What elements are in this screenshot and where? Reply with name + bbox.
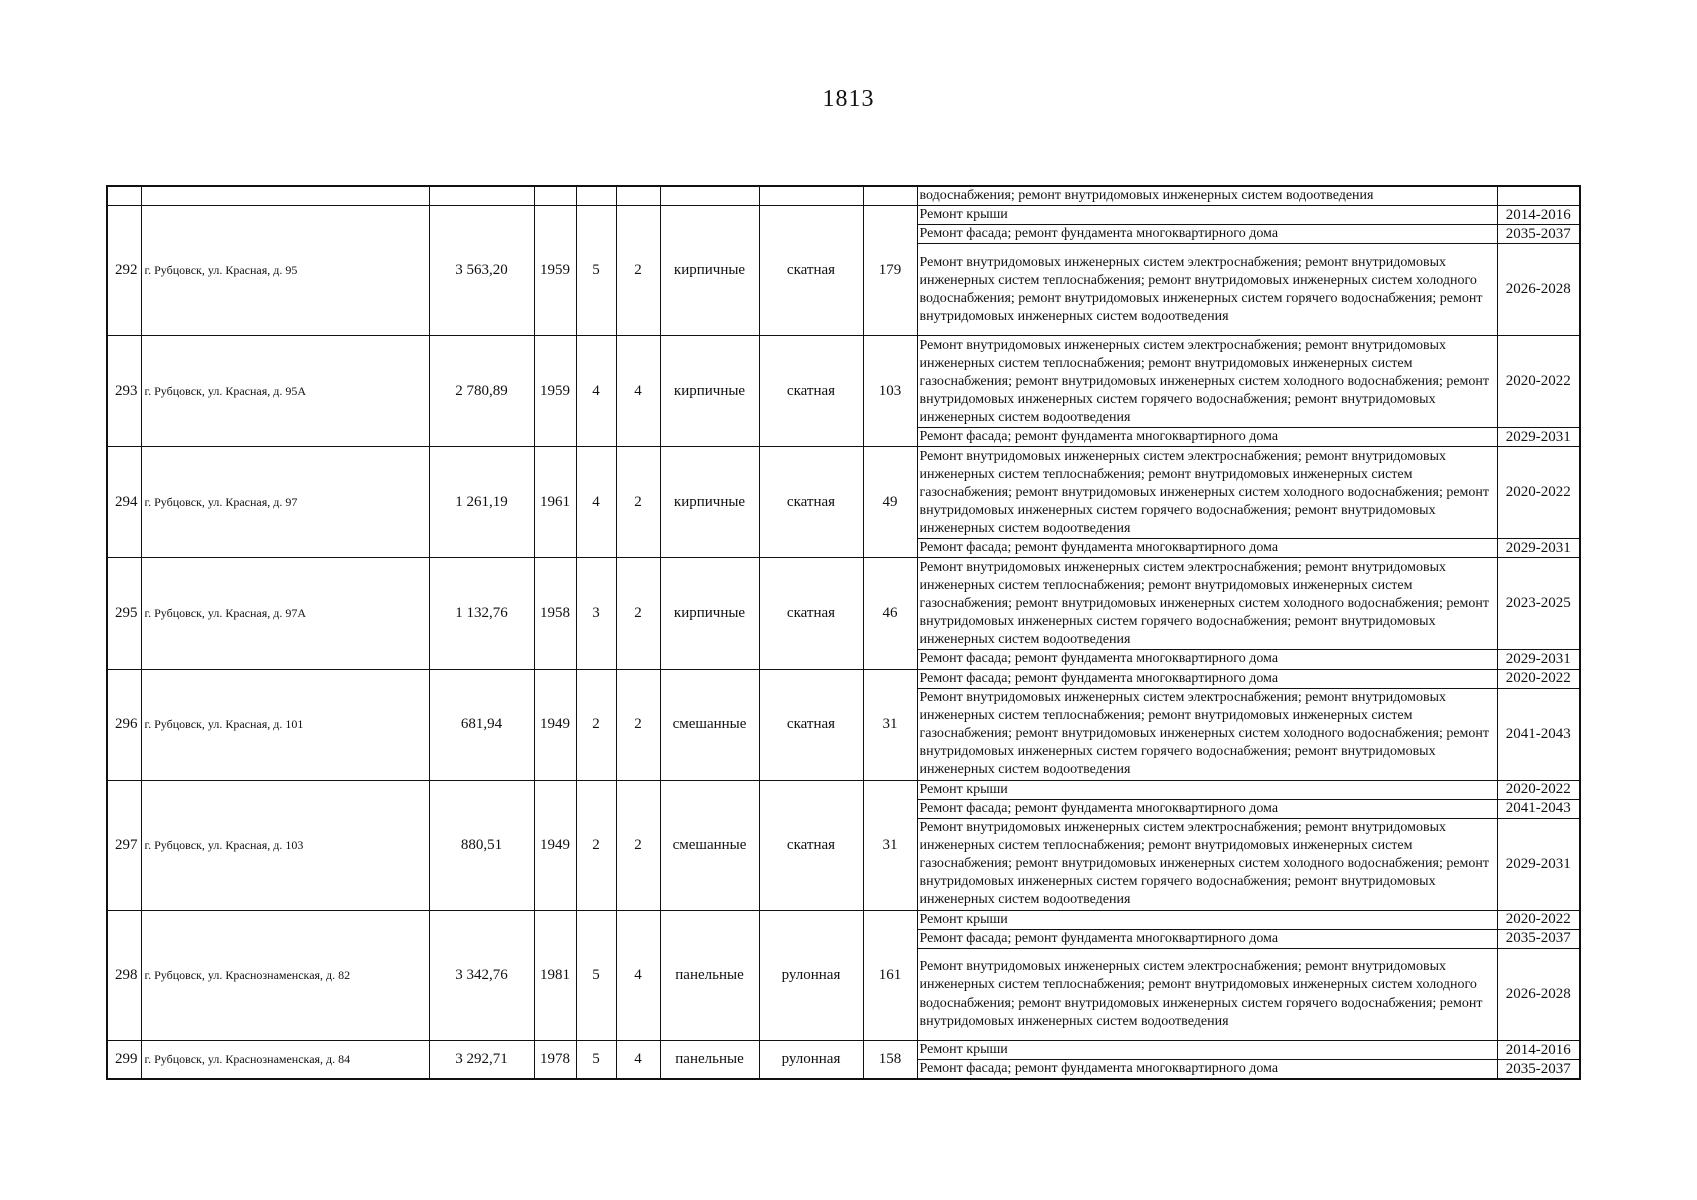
year-built-cell: 1959 — [534, 336, 576, 447]
row-number-cell: 297 — [107, 780, 141, 910]
year-built-cell: 1978 — [534, 1041, 576, 1080]
work-type-cell: Ремонт фасада; ремонт фундамента многоквартирного дома — [917, 225, 1497, 244]
empty-cell — [534, 186, 576, 206]
continuation-row — [107, 186, 1580, 206]
address-cell: г. Рубцовск, ул. Красная, д. 97 — [141, 447, 429, 558]
total-area-cell: 2 780,89 — [429, 336, 534, 447]
wall-material-cell: кирпичные — [660, 558, 759, 669]
work-type-cell: Ремонт фасада; ремонт фундамента многоквартирного дома — [917, 1060, 1497, 1080]
empty-cell — [429, 186, 534, 206]
work-type-cell: Ремонт внутридомовых инженерных систем электроснабжения; ремонт внутридомовых инженерных систем теплоснабжения; ремонт внутридомовых инженерных систем холодного водоснабжения; ремонт внутридомовых инженерных систем горячего водоснабжения; ремонт внутридомовых инженерных систем водоотведения — [917, 244, 1497, 336]
row-number-cell: 292 — [107, 206, 141, 336]
table-row — [107, 447, 1580, 539]
residents-cell: 49 — [863, 447, 917, 558]
year-built-cell: 1949 — [534, 669, 576, 780]
period-cell: 2026-2028 — [1497, 244, 1580, 336]
residents-cell: 158 — [863, 1041, 917, 1080]
empty-cell — [576, 186, 616, 206]
table-row — [107, 558, 1580, 650]
row-number-cell: 298 — [107, 910, 141, 1040]
residents-cell: 31 — [863, 669, 917, 780]
empty-cell — [107, 186, 141, 206]
period-cell — [1497, 186, 1580, 206]
work-type-cell: Ремонт крыши — [917, 1041, 1497, 1060]
work-type-cell: Ремонт крыши — [917, 910, 1497, 929]
roof-type-cell: рулонная — [759, 1041, 863, 1080]
floors-cell: 5 — [576, 910, 616, 1040]
empty-cell — [616, 186, 660, 206]
year-built-cell: 1959 — [534, 206, 576, 336]
page-number: 1813 — [822, 86, 875, 112]
wall-material-cell: кирпичные — [660, 336, 759, 447]
residents-cell: 46 — [863, 558, 917, 669]
floors-cell: 2 — [576, 669, 616, 780]
entrances-cell: 2 — [616, 447, 660, 558]
year-built-cell: 1958 — [534, 558, 576, 669]
entrances-cell: 2 — [616, 780, 660, 910]
period-cell: 2023-2025 — [1497, 558, 1580, 650]
wall-material-cell: смешанные — [660, 669, 759, 780]
table-row — [107, 336, 1580, 428]
empty-cell — [141, 186, 429, 206]
work-type-cell: Ремонт внутридомовых инженерных систем электроснабжения; ремонт внутридомовых инженерных систем теплоснабжения; ремонт внутридомовых инженерных систем газоснабжения; ремонт внутридомовых инженерных систем холодного водоснабжения; ремонт внутридомовых инженерных систем горячего водоснабжения; ремонт внутридомовых инженерных систем водоотведения — [917, 688, 1497, 780]
address-cell: г. Рубцовск, ул. Краснознаменская, д. 84 — [141, 1041, 429, 1080]
work-type-cell: Ремонт фасада; ремонт фундамента многоквартирного дома — [917, 669, 1497, 688]
address-cell: г. Рубцовск, ул. Красная, д. 101 — [141, 669, 429, 780]
address-cell: г. Рубцовск, ул. Красная, д. 95 — [141, 206, 429, 336]
empty-cell — [660, 186, 759, 206]
row-number-cell: 293 — [107, 336, 141, 447]
period-cell: 2014-2016 — [1497, 206, 1580, 225]
work-type-cell: Ремонт фасада; ремонт фундамента многоквартирного дома — [917, 539, 1497, 558]
table-row — [107, 206, 1580, 225]
year-built-cell: 1949 — [534, 780, 576, 910]
address-cell: г. Рубцовск, ул. Красная, д. 95А — [141, 336, 429, 447]
total-area-cell: 681,94 — [429, 669, 534, 780]
work-type-cell: Ремонт фасада; ремонт фундамента многоквартирного дома — [917, 650, 1497, 669]
total-area-cell: 3 563,20 — [429, 206, 534, 336]
roof-type-cell: скатная — [759, 447, 863, 558]
floors-cell: 4 — [576, 336, 616, 447]
entrances-cell: 4 — [616, 1041, 660, 1080]
floors-cell: 5 — [576, 206, 616, 336]
year-built-cell: 1981 — [534, 910, 576, 1040]
residents-cell: 103 — [863, 336, 917, 447]
period-cell: 2035-2037 — [1497, 1060, 1580, 1080]
period-cell: 2029-2031 — [1497, 428, 1580, 447]
roof-type-cell: скатная — [759, 669, 863, 780]
total-area-cell: 1 132,76 — [429, 558, 534, 669]
work-type-cell: Ремонт фасада; ремонт фундамента многоквартирного дома — [917, 799, 1497, 818]
period-cell: 2029-2031 — [1497, 818, 1580, 910]
work-type-cell: Ремонт крыши — [917, 780, 1497, 799]
entrances-cell: 2 — [616, 206, 660, 336]
period-cell: 2041-2043 — [1497, 799, 1580, 818]
floors-cell: 2 — [576, 780, 616, 910]
row-number-cell: 299 — [107, 1041, 141, 1080]
row-number-cell: 295 — [107, 558, 141, 669]
total-area-cell: 1 261,19 — [429, 447, 534, 558]
roof-type-cell: скатная — [759, 206, 863, 336]
residents-cell: 179 — [863, 206, 917, 336]
capital-repair-register-table — [106, 185, 1581, 1080]
work-type-cell: водоснабжения; ремонт внутридомовых инженерных систем водоотведения — [917, 186, 1497, 206]
period-cell: 2035-2037 — [1497, 929, 1580, 948]
period-cell: 2041-2043 — [1497, 688, 1580, 780]
table-row — [107, 780, 1580, 799]
entrances-cell: 2 — [616, 558, 660, 669]
wall-material-cell: кирпичные — [660, 206, 759, 336]
floors-cell: 5 — [576, 1041, 616, 1080]
period-cell: 2020-2022 — [1497, 336, 1580, 428]
table-row — [107, 669, 1580, 688]
roof-type-cell: скатная — [759, 558, 863, 669]
period-cell: 2029-2031 — [1497, 539, 1580, 558]
period-cell: 2029-2031 — [1497, 650, 1580, 669]
residents-cell: 161 — [863, 910, 917, 1040]
work-type-cell: Ремонт внутридомовых инженерных систем электроснабжения; ремонт внутридомовых инженерных систем теплоснабжения; ремонт внутридомовых инженерных систем холодного водоснабжения; ремонт внутридомовых инженерных систем горячего водоснабжения; ремонт внутридомовых инженерных систем водоотведения — [917, 949, 1497, 1041]
total-area-cell: 880,51 — [429, 780, 534, 910]
wall-material-cell: смешанные — [660, 780, 759, 910]
entrances-cell: 4 — [616, 336, 660, 447]
period-cell: 2014-2016 — [1497, 1041, 1580, 1060]
work-type-cell: Ремонт внутридомовых инженерных систем электроснабжения; ремонт внутридомовых инженерных систем теплоснабжения; ремонт внутридомовых инженерных систем газоснабжения; ремонт внутридомовых инженерных систем холодного водоснабжения; ремонт внутридомовых инженерных систем горячего водоснабжения; ремонт внутридомовых инженерных систем водоотведения — [917, 818, 1497, 910]
period-cell: 2020-2022 — [1497, 910, 1580, 929]
row-number-cell: 296 — [107, 669, 141, 780]
total-area-cell: 3 342,76 — [429, 910, 534, 1040]
address-cell: г. Рубцовск, ул. Красная, д. 103 — [141, 780, 429, 910]
floors-cell: 3 — [576, 558, 616, 669]
work-type-cell: Ремонт фасада; ремонт фундамента многоквартирного дома — [917, 428, 1497, 447]
row-number-cell: 294 — [107, 447, 141, 558]
period-cell: 2020-2022 — [1497, 669, 1580, 688]
work-type-cell: Ремонт внутридомовых инженерных систем электроснабжения; ремонт внутридомовых инженерных систем теплоснабжения; ремонт внутридомовых инженерных систем газоснабжения; ремонт внутридомовых инженерных систем холодного водоснабжения; ремонт внутридомовых инженерных систем горячего водоснабжения; ремонт внутридомовых инженерных систем водоотведения — [917, 447, 1497, 539]
roof-type-cell: скатная — [759, 780, 863, 910]
table-row — [107, 1041, 1580, 1060]
address-cell: г. Рубцовск, ул. Красная, д. 97А — [141, 558, 429, 669]
empty-cell — [759, 186, 863, 206]
work-type-cell: Ремонт крыши — [917, 206, 1497, 225]
address-cell: г. Рубцовск, ул. Краснознаменская, д. 82 — [141, 910, 429, 1040]
year-built-cell: 1961 — [534, 447, 576, 558]
period-cell: 2035-2037 — [1497, 225, 1580, 244]
empty-cell — [863, 186, 917, 206]
work-type-cell: Ремонт внутридомовых инженерных систем электроснабжения; ремонт внутридомовых инженерных систем теплоснабжения; ремонт внутридомовых инженерных систем газоснабжения; ремонт внутридомовых инженерных систем холодного водоснабжения; ремонт внутридомовых инженерных систем горячего водоснабжения; ремонт внутридомовых инженерных систем водоотведения — [917, 336, 1497, 428]
floors-cell: 4 — [576, 447, 616, 558]
table-row — [107, 910, 1580, 929]
register-body — [107, 186, 1580, 1079]
total-area-cell: 3 292,71 — [429, 1041, 534, 1080]
period-cell: 2020-2022 — [1497, 447, 1580, 539]
entrances-cell: 2 — [616, 669, 660, 780]
work-type-cell: Ремонт внутридомовых инженерных систем электроснабжения; ремонт внутридомовых инженерных систем теплоснабжения; ремонт внутридомовых инженерных систем газоснабжения; ремонт внутридомовых инженерных систем холодного водоснабжения; ремонт внутридомовых инженерных систем горячего водоснабжения; ремонт внутридомовых инженерных систем водоотведения — [917, 558, 1497, 650]
wall-material-cell: панельные — [660, 910, 759, 1040]
period-cell: 2020-2022 — [1497, 780, 1580, 799]
wall-material-cell: панельные — [660, 1041, 759, 1080]
wall-material-cell: кирпичные — [660, 447, 759, 558]
residents-cell: 31 — [863, 780, 917, 910]
roof-type-cell: рулонная — [759, 910, 863, 1040]
period-cell: 2026-2028 — [1497, 949, 1580, 1041]
work-type-cell: Ремонт фасада; ремонт фундамента многоквартирного дома — [917, 929, 1497, 948]
entrances-cell: 4 — [616, 910, 660, 1040]
roof-type-cell: скатная — [759, 336, 863, 447]
